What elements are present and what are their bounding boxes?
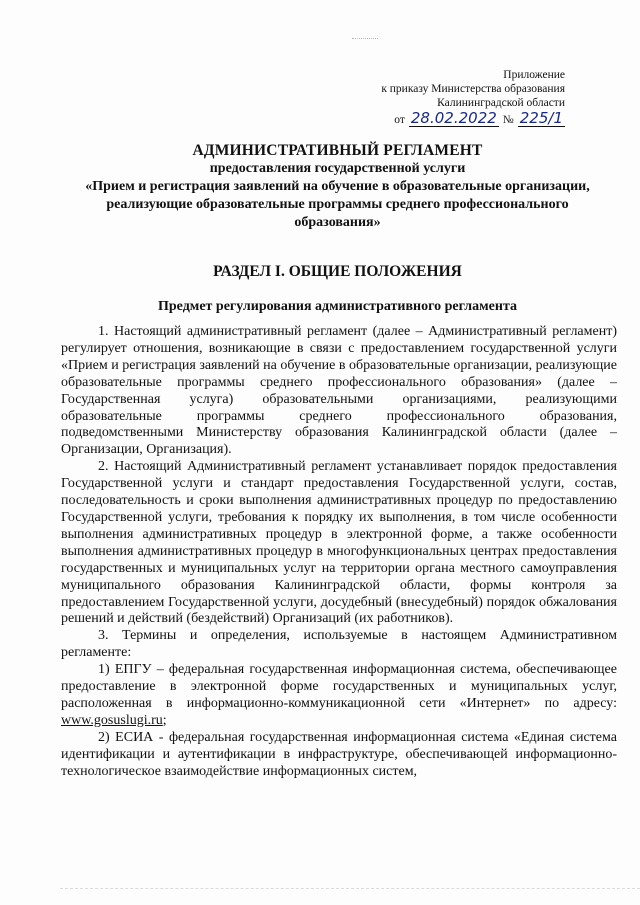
paragraph-1: 1. Настоящий административный регламент (далее – Административный регламент) регулирует отношения, возникающие в связи с предоставлением государственной услуги «Прием и регистрация заявлений на обучение в образовательные организации, реализующие образовательные программы среднего профессионального образования» (далее – Государственная услуга) образовательными организациями, реализующими образовательные программы среднего профессионального образования, подведомственными Министерству образования Калининградской области (далее – Организации, Организация). <box>61 324 617 458</box>
order-number-handwritten: 225/1 <box>519 109 563 127</box>
attachment-header <box>360 68 565 127</box>
document-subtitle-2: «Прием и регистрация заявлений на обучение в образовательные организации, <box>85 179 590 194</box>
attachment-line-3: Калининградской области <box>437 97 565 109</box>
paragraph-5: 2) ЕСИА - федеральная государственная информационная система «Единая система идентификации и аутентификации в инфраструктуре, обеспечивающей информационно-технологическое взаимодействие информационных систем, <box>61 729 617 779</box>
paragraph-4-text: 1) ЕПГУ – федеральная государственная информационная система, обеспечивающее предоставление в электронной форме государственных и муниципальных услуг, расположенная в информационно-коммуникационной сети «Интернет» по адресу: <box>61 662 617 711</box>
number-prefix: № <box>502 114 514 126</box>
paragraph-2: 2. Настоящий Административный регламент устанавливает порядок предоставления Государственной услуги и стандарт предоставления Государственной услуги, состав, последовательность и сроки выполнения административных процедур по предоставлению Государственной услуги, требования к порядку их выполнения, в том числе особенности выполнения административных процедур в электронной форме, а также особенности выполнения административных процедур в многофункциональных центрах предоставления государственных и муниципальных услуг на территории органа местного самоуправления муниципального образования Калининградской области, формы контроля за предоставлением Государственной услуги, досудебный (внесудебный) порядок обжалования решений и действий (бездействий) Организаций (их работников). <box>61 459 617 627</box>
document-body <box>61 324 617 780</box>
paragraph-4 <box>61 662 617 730</box>
document-title: АДМИНИСТРАТИВНЫЙ РЕГЛАМЕНТ <box>192 142 483 159</box>
date-prefix: от <box>394 114 405 126</box>
paragraph-4-tail: ; <box>162 712 167 728</box>
scan-artifact-footer <box>60 888 640 895</box>
document-subtitle-3: реализующие образовательные программы среднего профессионального <box>106 197 569 212</box>
document-subtitle-1: предоставления государственной услуги <box>209 161 466 176</box>
document-title-block <box>40 141 635 232</box>
gosuslugi-link[interactable]: www.gosuslugi.ru <box>61 712 163 728</box>
scan-artifact <box>352 38 378 45</box>
order-date-handwritten: 28.02.2022 <box>410 109 497 127</box>
order-date-number <box>360 111 565 127</box>
paragraph-3: 3. Термины и определения, используемые в настоящем Административном регламенте: <box>61 628 617 661</box>
section-heading: РАЗДЕЛ I. ОБЩИЕ ПОЛОЖЕНИЯ <box>213 263 462 280</box>
document-subtitle-4: образования» <box>294 215 381 230</box>
attachment-line-2: к приказу Министерства образования <box>381 83 565 95</box>
attachment-line-1: Приложение <box>503 69 565 81</box>
subsection-heading: Предмет регулирования административного регламента <box>158 299 517 314</box>
